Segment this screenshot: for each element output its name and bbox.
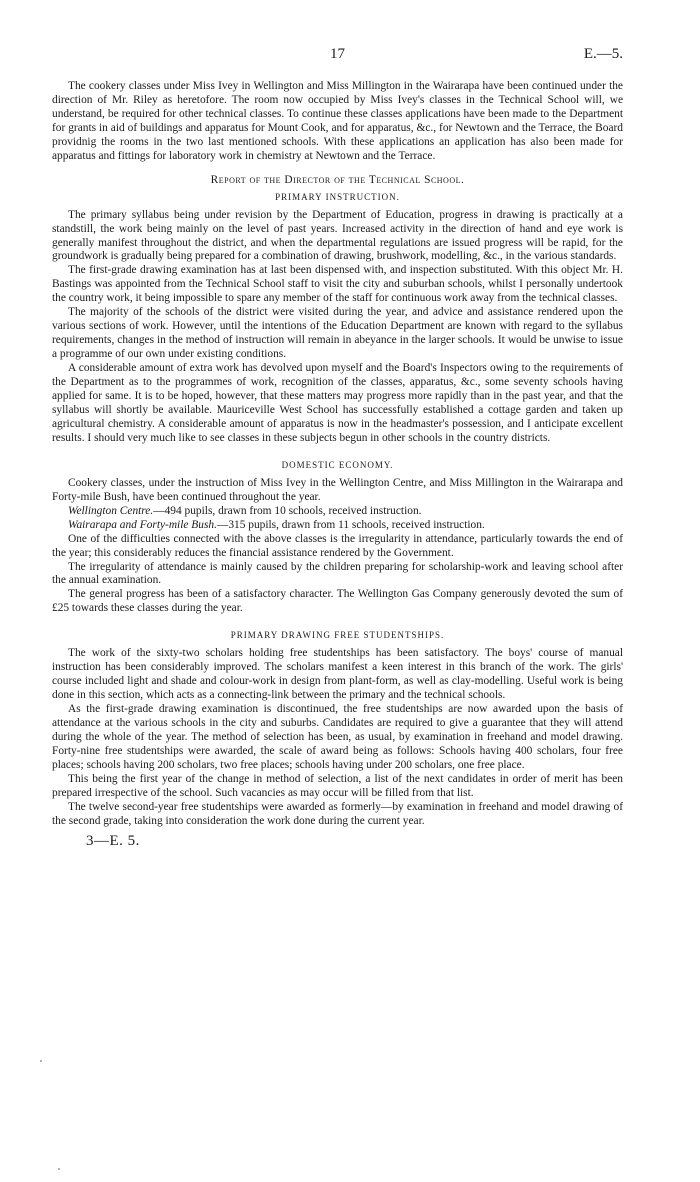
wellington-centre-label: Wellington Centre. bbox=[68, 504, 154, 517]
wellington-centre-entry bbox=[52, 505, 623, 519]
stray-mark bbox=[58, 1168, 60, 1170]
primary-instruction-heading: PRIMARY INSTRUCTION. bbox=[275, 191, 400, 202]
paragraph: A considerable amount of extra work has devolved upon myself and the Board's Inspectors owing to the requirements of the Department as to the programmes of work, recognition of the classes, apparatus, &c., some seventy schools having applied for same. It is to be hoped, however, that these matters may progress more rapidly than in the past year, and that the syllabus will shortly be available. Mauriceville West School has successfully established a cottage garden and taken up agricultural chemistry. A considerable amount of apparatus is now in the headmaster's possession, and I anticipate excellent results. I should very much like to see classes in these subjects begun in other schools in the country districts. bbox=[52, 362, 623, 444]
intro-paragraph: The cookery classes under Miss Ivey in Wellington and Miss Millington in the Wairarapa have been continued under the direction of Mr. Riley as heretofore. The room now occupied by Miss Ivey's classes in the Technical School will, we understand, be required for other technical classes. To continue these classes applications have been made to the Department for grants in aid of buildings and apparatus for Mount Cook, and for apparatus, &c., for Newtown and the Terrace, the Board providnig the rooms in the two last mentioned schools. With these applications an application has also been made for apparatus and fittings for laboratory work in chemistry at Newtown and the Terrace. bbox=[52, 80, 623, 162]
wellington-centre-text: —494 pupils, drawn from 10 schools, received instruction. bbox=[153, 504, 422, 517]
report-heading-part: Technical School. bbox=[368, 173, 465, 186]
paragraph: The work of the sixty-two scholars holding free studentships has been satisfactory. The boys' course of manual instruction has been considerably improved. The scholars manifest a keen interest in this branch of the work. The girls' course included light and shade and colour-work in design from plant-form, as well as clay-modelling. Useful work is being done in this section, which acts as a connecting-link between the primary and the technical schools. bbox=[52, 647, 623, 702]
paragraph: The majority of the schools of the district were visited during the year, and advice and assistance rendered upon the various sections of work. However, until the intentions of the Education Department are known with regard to the syllabus requirements, changes in the method of instruction will remain in abeyance in the larger schools. It would be unwise to issue a programme of our own under existing conditions. bbox=[52, 306, 623, 361]
report-heading-part: of the bbox=[330, 173, 369, 186]
page-header bbox=[52, 46, 623, 68]
domestic-economy-heading: DOMESTIC ECONOMY. bbox=[281, 459, 394, 470]
report-heading-part: Director bbox=[284, 173, 331, 186]
paragraph: The twelve second-year free studentships were awarded as formerly—by examination in freehand and model drawing of the second grade, taking into consideration the work done during the current year. bbox=[52, 800, 623, 827]
paragraph: The general progress has been of a satisfactory character. The Wellington Gas Company generously devoted the sum of £25 towards these classes during the year. bbox=[52, 588, 623, 615]
stray-mark bbox=[40, 1060, 42, 1062]
paragraph: The first-grade drawing examination has at last been dispensed with, and inspection substituted. With this object Mr. H. Bastings was appointed from the Technical School staff to visit the city and suburban schools, whilst I personally undertook the country work, it being impossible to spare any member of the staff for continuous work away from the technical classes. bbox=[52, 264, 623, 305]
wairarapa-entry bbox=[52, 519, 623, 533]
document-reference: E.—5. bbox=[583, 46, 623, 62]
paragraph: Cookery classes, under the instruction of Miss Ivey in the Wellington Centre, and Miss Millington in the Wairarapa and Forty-mile Bush, have been continued throughout the year. bbox=[52, 476, 623, 503]
document-body bbox=[52, 80, 623, 849]
paragraph: As the first-grade drawing examination is discontinued, the free studentships are now awarded upon the basis of attendance at the various schools in the city and suburbs. Candidates are required to give a guarantee that they will attend during the whole of the year. The method of selection has been, as usual, by examination in freehand and model drawing. Forty-nine free studentships were awarded, the scale of award being as follows: Schools having 400 scholars, four free places; schools having 200 scholars, two free places; schools having under 200 scholars, one free place. bbox=[52, 703, 623, 771]
wairarapa-text: —315 pupils, drawn from 11 schools, received instruction. bbox=[216, 518, 485, 531]
paragraph: The primary syllabus being under revision by the Department of Education, progress in drawing is practically at a standstill, the work being mainly on the level of past years. Increased activity in the direction of hand and eye work is generally manifest throughout the district, and when the departmental regulations are issued progress will be rapid, for the groundwork is gradually being prepared for a combination of drawing, brushwork, modelling, &c., in the various standards. bbox=[52, 208, 623, 263]
paragraph: This being the first year of the change in method of selection, a list of the next candidates in order of merit has been prepared irrespective of the school. Such vacancies as may occur will be filled from that list. bbox=[52, 772, 623, 799]
report-heading bbox=[52, 174, 623, 188]
paragraph: One of the difficulties connected with the above classes is the irregularity in attendance, particularly towards the end of the year; this considerably reduces the financial assistance rendered by the Government. bbox=[52, 532, 623, 559]
document-page bbox=[52, 46, 623, 849]
paragraph: The irregularity of attendance is mainly caused by the children preparing for scholarship-work and leaving school after the annual examination. bbox=[52, 560, 623, 587]
signature-mark: 3—E. 5. bbox=[86, 832, 140, 849]
drawing-studentships-heading: PRIMARY DRAWING FREE STUDENTSHIPS. bbox=[230, 630, 445, 641]
page-number: 17 bbox=[330, 46, 345, 62]
wairarapa-label: Wairarapa and Forty-mile Bush. bbox=[68, 518, 217, 531]
report-heading-part: Report of the bbox=[210, 173, 285, 186]
